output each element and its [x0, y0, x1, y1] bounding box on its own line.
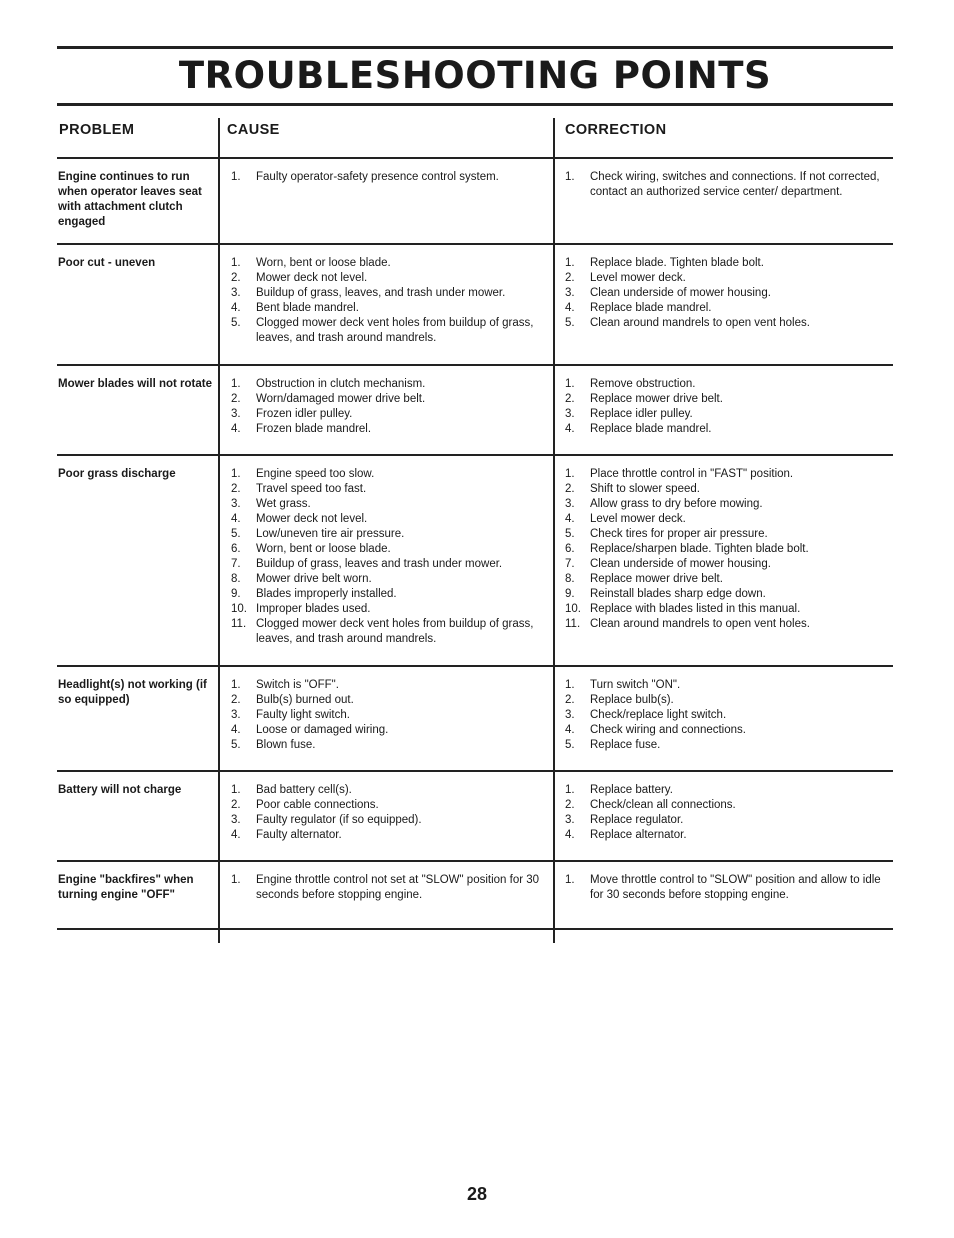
item-number: 1. — [231, 257, 241, 269]
header-cause: CAUSE — [227, 122, 280, 138]
list-item — [557, 497, 887, 512]
item-text: Buildup of grass, leaves, and trash under mower. — [256, 287, 506, 299]
item-number: 1. — [231, 171, 241, 183]
item-number: 5. — [565, 739, 575, 751]
correction-list — [557, 873, 887, 903]
item-text: Replace bulb(s). — [590, 694, 674, 706]
item-text: Replace/sharpen blade. Tighten blade bolt. — [590, 543, 809, 555]
list-item — [223, 301, 543, 316]
item-text: Improper blades used. — [256, 603, 371, 615]
item-number: 7. — [565, 558, 575, 570]
list-item — [557, 572, 887, 587]
list-item — [557, 828, 887, 843]
correction-list — [557, 467, 887, 632]
item-number: 5. — [231, 739, 241, 751]
problem-text: Poor grass discharge — [58, 468, 176, 480]
list-item — [223, 407, 543, 422]
list-item — [557, 271, 887, 286]
item-number: 11. — [565, 618, 581, 630]
item-text: Worn, bent or loose blade. — [256, 543, 391, 555]
cause-list — [223, 170, 543, 185]
item-text: Replace mower drive belt. — [590, 573, 723, 585]
item-text: Replace blade mandrel. — [590, 423, 712, 435]
list-item — [223, 170, 543, 185]
item-number: 3. — [231, 709, 241, 721]
item-text: Remove obstruction. — [590, 378, 696, 390]
item-text: Poor cable connections. — [256, 799, 379, 811]
item-text: Engine throttle control not set at "SLOW" position for 30 seconds before stopping engine. — [256, 874, 540, 901]
item-number: 2. — [231, 694, 241, 706]
item-text: Switch is "OFF". — [256, 679, 339, 691]
item-number: 8. — [565, 573, 575, 585]
list-item — [557, 392, 887, 407]
item-number: 1. — [565, 784, 575, 796]
item-text: Frozen idler pulley. — [256, 408, 353, 420]
list-item — [223, 542, 543, 557]
item-text: Faulty operator-safety presence control system. — [256, 171, 499, 183]
item-text: Check wiring and connections. — [590, 724, 746, 736]
header-correction: CORRECTION — [565, 122, 667, 138]
item-text: Low/uneven tire air pressure. — [256, 528, 405, 540]
problem-text: Engine continues to run when operator leaves seat with attachment clutch engaged — [58, 171, 202, 228]
item-number: 3. — [231, 498, 241, 510]
item-number: 6. — [231, 543, 241, 555]
item-text: Blades improperly installed. — [256, 588, 397, 600]
item-text: Obstruction in clutch mechanism. — [256, 378, 426, 390]
item-text: Replace mower drive belt. — [590, 393, 723, 405]
item-text: Check tires for proper air pressure. — [590, 528, 768, 540]
list-item — [223, 482, 543, 497]
table-row — [57, 665, 893, 770]
table-row — [57, 454, 893, 665]
item-text: Replace battery. — [590, 784, 673, 796]
list-item — [223, 316, 543, 346]
list-item — [223, 377, 543, 392]
item-number: 6. — [565, 543, 575, 555]
item-number: 10. — [231, 603, 247, 615]
item-text: Check/clean all connections. — [590, 799, 736, 811]
item-number: 2. — [231, 483, 241, 495]
list-item — [557, 286, 887, 301]
item-number: 2. — [231, 393, 241, 405]
item-number: 4. — [231, 423, 241, 435]
item-number: 1. — [231, 378, 241, 390]
list-item — [223, 678, 543, 693]
list-item — [223, 783, 543, 798]
item-text: Bent blade mandrel. — [256, 302, 359, 314]
list-item — [223, 497, 543, 512]
list-item — [557, 407, 887, 422]
item-number: 3. — [231, 287, 241, 299]
item-number: 2. — [565, 694, 575, 706]
item-text: Replace regulator. — [590, 814, 684, 826]
list-item — [223, 286, 543, 301]
cause-list — [223, 678, 543, 753]
item-text: Check/replace light switch. — [590, 709, 727, 721]
list-item — [557, 587, 887, 602]
list-item — [557, 557, 887, 572]
item-number: 4. — [565, 423, 575, 435]
item-number: 11. — [231, 618, 247, 630]
item-number: 1. — [231, 874, 241, 886]
cause-list — [223, 467, 543, 647]
item-text: Mower drive belt worn. — [256, 573, 372, 585]
page-number: 28 — [466, 1184, 488, 1204]
item-number: 1. — [565, 679, 575, 691]
item-text: Mower deck not level. — [256, 272, 368, 284]
problem-text: Poor cut - uneven — [58, 257, 156, 269]
list-item — [557, 617, 887, 632]
item-number: 1. — [565, 257, 575, 269]
table-row — [57, 770, 893, 860]
list-item — [223, 873, 543, 903]
item-number: 4. — [231, 513, 241, 525]
item-number: 2. — [565, 393, 575, 405]
item-number: 2. — [565, 272, 575, 284]
item-text: Clean underside of mower housing. — [590, 287, 771, 299]
item-text: Clean around mandrels to open vent holes. — [590, 317, 810, 329]
item-number: 3. — [231, 814, 241, 826]
item-number: 4. — [231, 829, 241, 841]
cause-list — [223, 873, 543, 903]
item-text: Frozen blade mandrel. — [256, 423, 372, 435]
troubleshooting-table — [57, 157, 893, 930]
table-row — [57, 364, 893, 454]
item-number: 1. — [565, 378, 575, 390]
table-row — [57, 243, 893, 364]
list-item — [557, 723, 887, 738]
item-number: 3. — [565, 287, 575, 299]
list-item — [557, 301, 887, 316]
item-number: 3. — [565, 498, 575, 510]
item-text: Level mower deck. — [590, 513, 686, 525]
list-item — [557, 422, 887, 437]
item-number: 3. — [565, 408, 575, 420]
item-number: 9. — [231, 588, 241, 600]
list-item — [223, 392, 543, 407]
item-text: Clean around mandrels to open vent holes. — [590, 618, 810, 630]
correction-list — [557, 678, 887, 753]
list-item — [557, 873, 887, 903]
item-number: 3. — [565, 814, 575, 826]
item-number: 2. — [565, 483, 575, 495]
list-item — [557, 798, 887, 813]
item-text: Bulb(s) burned out. — [256, 694, 354, 706]
item-text: Worn, bent or loose blade. — [256, 257, 391, 269]
cause-list — [223, 377, 543, 437]
item-text: Place throttle control in "FAST" position. — [590, 468, 794, 480]
list-item — [557, 738, 887, 753]
item-text: Level mower deck. — [590, 272, 686, 284]
list-item — [223, 617, 543, 647]
item-number: 2. — [231, 799, 241, 811]
item-text: Clogged mower deck vent holes from buildup of grass, leaves, and trash around mandrels. — [256, 317, 534, 344]
list-item — [223, 813, 543, 828]
item-text: Buildup of grass, leaves and trash under mower. — [256, 558, 503, 570]
item-text: Faulty regulator (if so equipped). — [256, 814, 422, 826]
list-item — [223, 467, 543, 482]
list-item — [557, 482, 887, 497]
list-item — [223, 723, 543, 738]
list-item — [557, 708, 887, 723]
page-title: TROUBLESHOOTING POINTS — [178, 54, 772, 97]
item-text: Loose or damaged wiring. — [256, 724, 389, 736]
item-number: 1. — [565, 171, 575, 183]
list-item — [557, 316, 887, 331]
item-number: 8. — [231, 573, 241, 585]
list-item — [223, 708, 543, 723]
list-item — [223, 602, 543, 617]
item-number: 2. — [565, 799, 575, 811]
item-text: Bad battery cell(s). — [256, 784, 352, 796]
item-number: 5. — [231, 528, 241, 540]
item-text: Replace blade. Tighten blade bolt. — [590, 257, 764, 269]
list-item — [223, 256, 543, 271]
item-text: Blown fuse. — [256, 739, 316, 751]
column-headers — [57, 118, 893, 158]
item-number: 1. — [231, 468, 241, 480]
item-number: 7. — [231, 558, 241, 570]
list-item — [557, 813, 887, 828]
item-number: 5. — [565, 317, 575, 329]
item-text: Travel speed too fast. — [256, 483, 367, 495]
list-item — [223, 693, 543, 708]
cause-list — [223, 783, 543, 843]
list-item — [557, 678, 887, 693]
item-text: Clogged mower deck vent holes from buildup of grass, leaves, and trash around mandrels. — [256, 618, 534, 645]
header-problem: PROBLEM — [59, 122, 135, 138]
list-item — [223, 828, 543, 843]
problem-text: Engine "backfires" when turning engine "OFF" — [58, 874, 194, 901]
list-item — [557, 256, 887, 271]
item-number: 1. — [231, 784, 241, 796]
problem-text: Mower blades will not rotate — [58, 378, 212, 390]
item-number: 4. — [231, 302, 241, 314]
item-text: Engine speed too slow. — [256, 468, 375, 480]
list-item — [223, 512, 543, 527]
list-item — [557, 377, 887, 392]
item-number: 4. — [231, 724, 241, 736]
item-text: Move throttle control to "SLOW" position and allow to idle for 30 seconds before stopping engine. — [590, 874, 881, 901]
item-text: Clean underside of mower housing. — [590, 558, 771, 570]
item-text: Allow grass to dry before mowing. — [590, 498, 763, 510]
item-number: 3. — [565, 709, 575, 721]
item-text: Replace fuse. — [590, 739, 661, 751]
list-item — [557, 542, 887, 557]
list-item — [223, 738, 543, 753]
list-item — [557, 467, 887, 482]
list-item — [557, 170, 887, 200]
title-rule — [57, 103, 893, 106]
table-row — [57, 157, 893, 243]
item-text: Faulty alternator. — [256, 829, 342, 841]
list-item — [223, 572, 543, 587]
item-number: 1. — [231, 679, 241, 691]
item-number: 4. — [565, 724, 575, 736]
item-number: 1. — [565, 468, 575, 480]
item-number: 2. — [231, 272, 241, 284]
item-text: Wet grass. — [256, 498, 311, 510]
item-number: 3. — [231, 408, 241, 420]
item-number: 4. — [565, 829, 575, 841]
item-number: 5. — [565, 528, 575, 540]
item-number: 9. — [565, 588, 575, 600]
list-item — [223, 422, 543, 437]
item-number: 5. — [231, 317, 241, 329]
cause-list — [223, 256, 543, 346]
list-item — [223, 557, 543, 572]
list-item — [557, 783, 887, 798]
item-text: Turn switch "ON". — [590, 679, 681, 691]
item-number: 4. — [565, 302, 575, 314]
item-number: 4. — [565, 513, 575, 525]
list-item — [557, 512, 887, 527]
item-text: Worn/damaged mower drive belt. — [256, 393, 426, 405]
correction-list — [557, 783, 887, 843]
correction-list — [557, 256, 887, 331]
problem-text: Headlight(s) not working (if so equipped) — [58, 679, 207, 706]
list-item — [223, 527, 543, 542]
list-item — [557, 602, 887, 617]
list-item — [223, 271, 543, 286]
item-text: Faulty light switch. — [256, 709, 350, 721]
list-item — [223, 798, 543, 813]
item-text: Shift to slower speed. — [590, 483, 700, 495]
item-number: 10. — [565, 603, 581, 615]
list-item — [557, 527, 887, 542]
list-item — [223, 587, 543, 602]
correction-list — [557, 377, 887, 437]
item-number: 1. — [565, 874, 575, 886]
item-text: Check wiring, switches and connections. If not corrected, contact an authorized service center/ department. — [590, 171, 880, 198]
item-text: Mower deck not level. — [256, 513, 368, 525]
item-text: Replace with blades listed in this manual. — [590, 603, 801, 615]
correction-list — [557, 170, 887, 200]
item-text: Replace blade mandrel. — [590, 302, 712, 314]
top-rule — [57, 46, 893, 49]
item-text: Replace idler pulley. — [590, 408, 693, 420]
item-text: Reinstall blades sharp edge down. — [590, 588, 766, 600]
item-text: Replace alternator. — [590, 829, 687, 841]
table-row — [57, 860, 893, 930]
problem-text: Battery will not charge — [58, 784, 182, 796]
list-item — [557, 693, 887, 708]
